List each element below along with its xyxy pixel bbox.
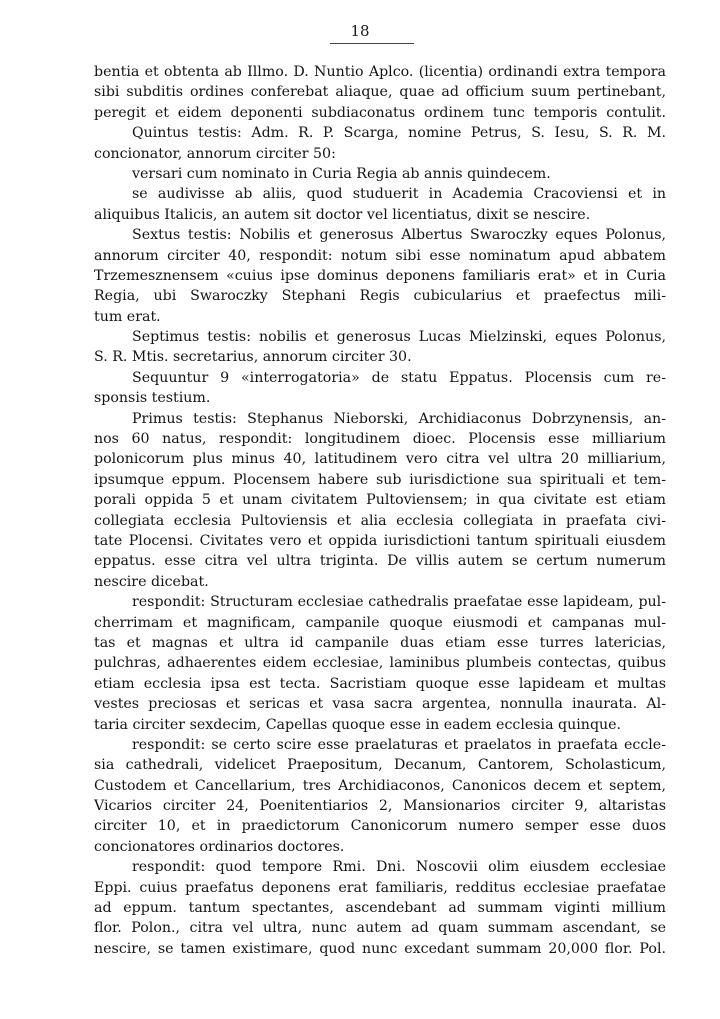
text-line: ad eppum. tantum spectantes, ascendebant ad summam viginti millium (94, 900, 666, 917)
text-line: respondit: quod tempore Rmi. Dni. Noscovii olim eiusdem ecclesiae (132, 859, 666, 876)
text-line: sia cathedrali, videlicet Praepositum, Decanum, Cantorem, Scholasticum, (94, 757, 666, 774)
text-line: tas et magnas et ultra id campanile duas etiam esse turres latericias, (94, 634, 666, 651)
text-line: tum erat. (94, 308, 161, 325)
text-line: circiter 10, et in praedictorum Canonicorum numero semper esse duos (94, 818, 666, 835)
text-line: Sextus testis: Nobilis et generosus Albertus Swaroczky eques Polonus, (132, 227, 666, 244)
text-line: Sequuntur 9 «interrogatoria» de statu Eppatus. Plocensis cum re- (132, 369, 666, 386)
text-line: Eppi. cuius praefatus deponens erat familiaris, redditus ecclesiae praefatae (94, 879, 666, 896)
text-line: Trzemesznensem «cuius ipse dominus deponens familiaris erat» et in Curia (94, 267, 666, 284)
text-line: Septimus testis: nobilis et generosus Lucas Mielzinski, eques Polonus, (132, 329, 666, 346)
text-line: pulchras, adhaerentes eidem ecclesiae, laminibus plumbeis contectas, quibus (94, 655, 666, 672)
text-line: concionatores ordinarios doctores. (94, 838, 345, 855)
text-line: peregit et eidem deponenti subdiaconatus ordinem tunc temporis contulit. (94, 104, 666, 121)
text-line: Quintus testis: Adm. R. P. Scarga, nomine Petrus, S. Iesu, S. R. M. (132, 125, 666, 142)
text-line: polonicorum plus minus 40, latitudinem vero citra vel ultra 20 milliarium, (94, 451, 666, 468)
text-line: tate Plocensi. Civitates vero et oppida iurisdictioni tantum spirituali eiusdem (94, 532, 666, 549)
text-line: Custodem et Cancellarium, tres Archidiaconos, Canonicos decem et septem, (94, 777, 666, 794)
text-line: aliquibus Italicis, an autem sit doctor vel licentiatus, dixit se nescire. (94, 206, 591, 223)
text-line: ipsumque eppum. Plocensem habere sub iurisdictione sua spirituali et tem- (94, 471, 666, 488)
text-line: sibi subditis ordines conferebat aliaque, quae ad officium suum pertinebant, (94, 84, 666, 101)
text-line: se audivisse ab aliis, quod studuerit in Academia Cracoviensi et in (132, 186, 666, 203)
text-line: Regia, ubi Swaroczky Stephani Regis cubicularius et praefectus mili- (94, 288, 666, 305)
text-line: sponsis testium. (94, 390, 211, 407)
text-line: vestes preciosas et sericas et vasa sacra argentea, nonnulla inaurata. Al- (94, 696, 666, 713)
text-line: etiam ecclesia ipsa est tecta. Sacristiam quoque esse lapideam et multas (94, 675, 666, 692)
text-line: nescire dicebat. (94, 573, 209, 590)
text-line: Vicarios circiter 24, Poenitentiarios 2, Mansionarios circiter 9, altaristas (94, 798, 666, 815)
text-line: porali oppida 5 et unam civitatem Pultoviensem; in qua civitate est etiam (94, 492, 666, 509)
text-line: bentia et obtenta ab Illmo. D. Nuntio Aplco. (licentia) ordinandi extra tempora (94, 64, 666, 80)
page-number: 18 (350, 22, 370, 40)
text-line: flor. Polon., citra vel ultra, nunc autem ad quam summam ascendant, se (94, 920, 666, 937)
text-line: S. R. Mtis. secretarius, annorum circiter 30. (94, 349, 412, 366)
page-number-rule (330, 43, 414, 44)
text-line: respondit: Structuram ecclesiae cathedralis praefatae esse lapideam, pul- (132, 594, 666, 611)
text-line: cherrimam et magnificam, campanile quoque eiusmodi et campanas mul- (94, 614, 666, 631)
text-line: collegiata ecclesia Pultoviensis et alia ecclesia collegiata in praefata civi- (94, 512, 666, 529)
text-line: concionator, annorum circiter 50: (94, 145, 336, 162)
body-text (94, 62, 666, 959)
text-line: versari cum nominato in Curia Regia ab annis quindecem. (132, 165, 551, 182)
text-line: taria circiter sexdecim, Capellas quoque esse in eadem ecclesia quinque. (94, 716, 622, 733)
text-line: eppatus. esse citra vel ultra triginta. De villis autem se certum numerum (94, 553, 666, 570)
text-line: nescire, se tamen existimare, quod nunc excedant summam 20,000 flor. Pol. (94, 940, 666, 957)
text-line: respondit: se certo scire esse praelaturas et praelatos in praefata eccle- (132, 736, 666, 753)
text-line: annorum circiter 40, respondit: notum sibi esse nominatum apud abbatem (94, 247, 666, 264)
text-line: nos 60 natus, respondit: longitudinem dioec. Plocensis esse milliarium (94, 431, 666, 448)
text-line: Primus testis: Stephanus Nieborski, Archidiaconus Dobrzynensis, an- (132, 410, 666, 427)
